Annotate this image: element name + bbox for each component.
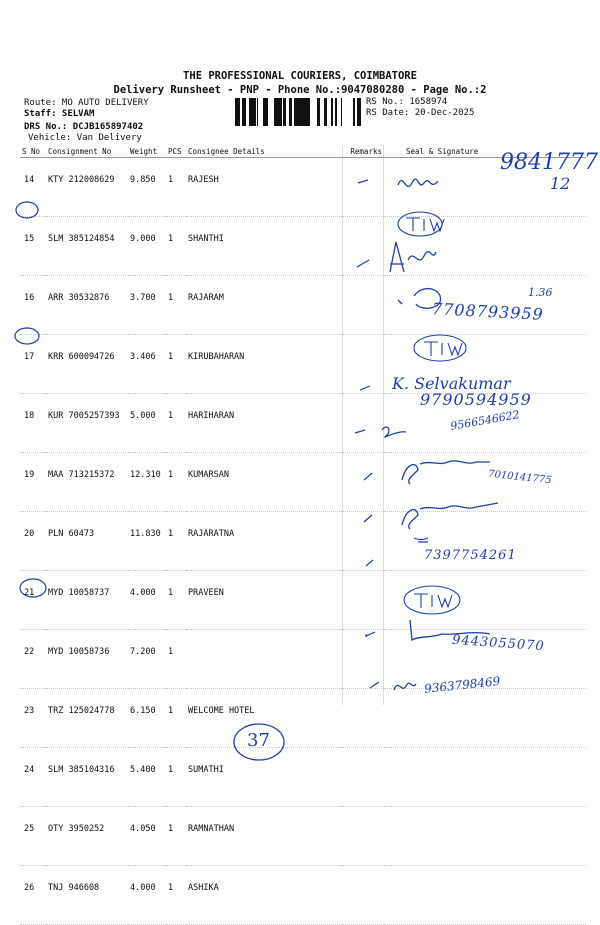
consignment-cell: PLN 60473 — [46, 512, 128, 571]
hw-row14-phone: 9841777 — [500, 150, 598, 175]
consignee-cell: SUMATHI — [186, 748, 342, 807]
barcode-bar — [239, 98, 240, 126]
barcode-bar — [308, 98, 310, 126]
pcs-cell: 1 — [166, 512, 186, 571]
staff-label: Staff: SELVAM — [24, 109, 95, 119]
remarks-cell — [342, 571, 384, 630]
hw-row26-phone: 9363798469 — [423, 674, 501, 696]
remarks-cell — [342, 630, 384, 689]
pcs-cell: 1 — [166, 689, 186, 748]
barcode-bar — [265, 98, 266, 126]
sno-cell: 25 — [20, 807, 46, 866]
pcs-cell: 1 — [166, 394, 186, 453]
barcode-bar — [263, 98, 265, 126]
sno-cell: 15 — [20, 217, 46, 276]
table-row — [20, 866, 586, 925]
weight-cell: 4.050 — [128, 807, 166, 866]
sno-cell: 20 — [20, 512, 46, 571]
signature-cell — [384, 807, 586, 866]
sno-cell: 23 — [20, 689, 46, 748]
col-remarks: Remarks — [342, 145, 384, 158]
consignment-cell: TNJ 946608 — [46, 866, 128, 925]
barcode-bar — [341, 98, 342, 126]
consignee-cell: WELCOME HOTEL — [186, 689, 342, 748]
sno-cell: 17 — [20, 335, 46, 394]
table-row — [20, 807, 586, 866]
barcode-bar — [335, 98, 336, 126]
remarks-cell — [342, 748, 384, 807]
barcode-bar — [331, 98, 333, 126]
consignee-cell: KIRUBAHARAN — [186, 335, 342, 394]
weight-cell: 7.200 — [128, 630, 166, 689]
consignee-cell: PRAVEEN — [186, 571, 342, 630]
hw-row14-extra: 12 — [550, 174, 571, 193]
col-consignee: Consignee Details — [186, 145, 342, 158]
col-consignment: Consignment No — [46, 145, 128, 158]
pcs-cell: 1 — [166, 807, 186, 866]
weight-cell: 9.000 — [128, 217, 166, 276]
pcs-cell: 1 — [166, 335, 186, 394]
barcode-bar — [274, 98, 276, 126]
barcode-bar — [306, 98, 308, 126]
col-weight: Weight — [128, 145, 166, 158]
col-pcs: PCS — [166, 145, 186, 158]
hw-row20-phone: 9566546622 — [449, 408, 521, 433]
signature-cell — [384, 571, 586, 630]
barcode-bar — [353, 98, 355, 126]
vehicle-label: Vehicle: Van Delivery — [28, 133, 142, 143]
pcs-cell: 1 — [166, 571, 186, 630]
barcode-bar — [266, 98, 268, 126]
barcode-bar — [294, 98, 296, 126]
weight-cell: 3.406 — [128, 335, 166, 394]
sno-cell: 24 — [20, 748, 46, 807]
barcode-bar — [251, 98, 254, 126]
consignment-cell: MYD 10058737 — [46, 571, 128, 630]
consignee-cell: RAMNATHAN — [186, 807, 342, 866]
barcode-bar — [357, 98, 358, 126]
remarks-cell — [342, 158, 384, 217]
consignment-cell: KRR 600094726 — [46, 335, 128, 394]
consignee-cell: RAJARATNA — [186, 512, 342, 571]
barcode-bar — [324, 98, 327, 126]
pcs-cell: 1 — [166, 158, 186, 217]
barcode-bar — [279, 98, 282, 126]
remarks-cell — [342, 394, 384, 453]
weight-cell: 6.150 — [128, 689, 166, 748]
table-row — [20, 748, 586, 807]
barcode-bar — [303, 98, 306, 126]
barcode-bar — [296, 98, 299, 126]
pcs-cell: 1 — [166, 217, 186, 276]
col-sno: S No — [20, 145, 46, 158]
consignee-cell: SHANTHI — [186, 217, 342, 276]
signature-cell — [384, 453, 586, 512]
remarks-cell — [342, 453, 384, 512]
consignee-cell — [186, 630, 342, 689]
barcode-bar — [242, 98, 245, 126]
table-row — [20, 689, 586, 748]
signature-cell — [384, 866, 586, 925]
consignee-cell: RAJARAM — [186, 276, 342, 335]
consignee-cell: HARIHARAN — [186, 394, 342, 453]
remarks-cell — [342, 276, 384, 335]
pcs-cell: 1 — [166, 866, 186, 925]
signature-cell — [384, 748, 586, 807]
table-row — [20, 453, 586, 512]
route-label: Route: MO AUTO DELIVERY — [24, 98, 149, 108]
sno-cell: 22 — [20, 630, 46, 689]
barcode-bar — [235, 98, 237, 126]
consignment-cell: KTY 212008629 — [46, 158, 128, 217]
consignment-cell: SLM 385124854 — [46, 217, 128, 276]
consignee-cell: ASHIKA — [186, 866, 342, 925]
signature-cell — [384, 217, 586, 276]
weight-cell: 5.400 — [128, 748, 166, 807]
consignment-cell: SLM 385104316 — [46, 748, 128, 807]
consignee-cell: RAJESH — [186, 158, 342, 217]
drs-number: DRS No.: DCJB165897402 — [24, 122, 144, 132]
runsheet-table — [20, 145, 586, 925]
weight-cell: 4.000 — [128, 866, 166, 925]
weight-cell: 3.700 — [128, 276, 166, 335]
remarks-cell — [342, 217, 384, 276]
hw-row25-phone: 9443055070 — [451, 632, 546, 655]
hw-row21-phone: 7010141775 — [487, 468, 553, 487]
sno-cell: 18 — [20, 394, 46, 453]
sno-cell: 16 — [20, 276, 46, 335]
weight-cell: 4.000 — [128, 571, 166, 630]
runsheet-subtitle: Delivery Runsheet - PNP - Phone No.:9047080280 - Page No.:2 — [113, 84, 487, 96]
hw-page-total: 37 — [247, 730, 270, 751]
remarks-cell — [342, 335, 384, 394]
pcs-cell: 1 — [166, 453, 186, 512]
weight-cell: 12.310 — [128, 453, 166, 512]
remarks-cell — [342, 689, 384, 748]
consignment-cell: OTY 3950252 — [46, 807, 128, 866]
barcode-bar — [336, 98, 337, 126]
pcs-cell: 1 — [166, 630, 186, 689]
sno-cell: 21 — [20, 571, 46, 630]
remarks-cell — [342, 866, 384, 925]
consignment-cell: MAA 713215372 — [46, 453, 128, 512]
barcode-bar — [317, 98, 320, 126]
barcode-bar — [358, 98, 361, 126]
rs-date: RS Date: 20-Dec-2025 — [366, 108, 475, 118]
consignment-cell: KUR 7005257393 — [46, 394, 128, 453]
consignee-cell: KUMARSAN — [186, 453, 342, 512]
hw-row19-name: K. Selvakumar — [392, 374, 511, 393]
barcode-bar — [254, 98, 256, 126]
signature-cell — [384, 689, 586, 748]
rs-number: RS No.: 1658974 — [366, 97, 448, 107]
barcode-bar — [289, 98, 292, 126]
consignment-cell: TRZ 125024778 — [46, 689, 128, 748]
hw-row17-phone: 7708793959 — [431, 299, 545, 324]
hw-row19-phone: 9790594959 — [420, 390, 532, 409]
sno-cell: 14 — [20, 158, 46, 217]
remarks-cell — [342, 807, 384, 866]
weight-cell: 11.830 — [128, 512, 166, 571]
weight-cell: 9.850 — [128, 158, 166, 217]
consignment-cell: MYD 10058736 — [46, 630, 128, 689]
table-row — [20, 571, 586, 630]
barcode-bar — [237, 98, 239, 126]
pcs-cell: 1 — [166, 276, 186, 335]
barcode-bar — [283, 98, 286, 126]
company-title: THE PROFESSIONAL COURIERS, COIMBATORE — [183, 70, 417, 82]
consignment-cell: ARR 30532876 — [46, 276, 128, 335]
hw-row23-phone: 7397754261 — [424, 548, 517, 563]
barcode — [235, 98, 363, 126]
barcode-bar — [257, 98, 258, 126]
barcode-bar — [249, 98, 251, 126]
table-row — [20, 217, 586, 276]
sno-cell: 26 — [20, 866, 46, 925]
pcs-cell: 1 — [166, 748, 186, 807]
col-signature: Seal & Signature — [384, 145, 586, 158]
sno-cell: 19 — [20, 453, 46, 512]
hw-row17-note: 1.36 — [528, 286, 553, 299]
remarks-cell — [342, 512, 384, 571]
barcode-bar — [299, 98, 302, 126]
barcode-bar — [302, 98, 303, 126]
barcode-bar — [245, 98, 246, 126]
barcode-bar — [276, 98, 279, 126]
weight-cell: 5.000 — [128, 394, 166, 453]
